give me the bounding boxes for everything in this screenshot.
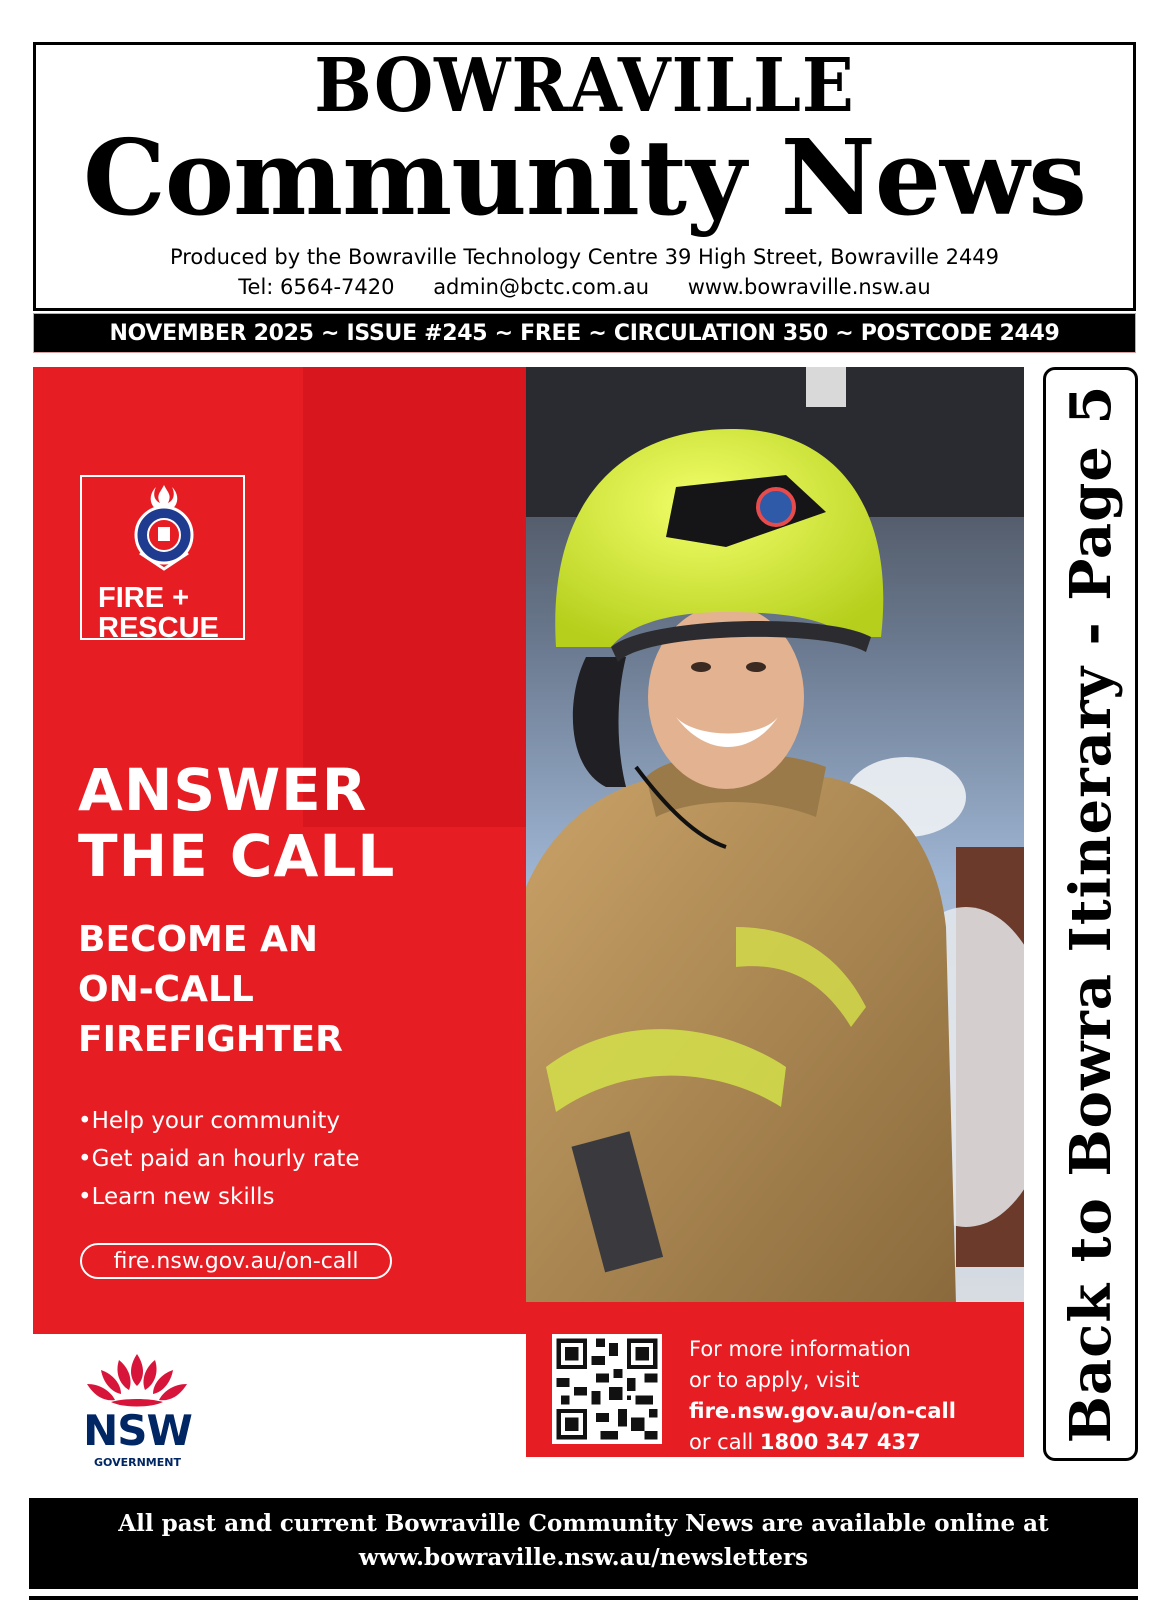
list-item: •Get paid an hourly rate xyxy=(78,1146,360,1172)
footer-newsletters-link[interactable]: www.bowraville.nsw.au/newsletters xyxy=(358,1544,809,1571)
waratah-icon xyxy=(75,1352,200,1410)
fire-rescue-badge-icon xyxy=(132,483,196,571)
producer-line: Produced by the Bowraville Technology Centre 39 High Street, Bowraville 2449 xyxy=(169,245,1000,269)
fire-rescue-advert xyxy=(33,367,526,1334)
more-info-text: For more information or to apply, visit fire.nsw.gov.au/on-call or call 1800 347 437 xyxy=(689,1337,956,1454)
fire-rescue-logo xyxy=(80,475,245,644)
contact-line xyxy=(36,275,1133,299)
nsw-government-logo xyxy=(75,1352,200,1482)
email-link[interactable]: admin@bctc.com.au xyxy=(433,275,650,299)
advert-headline: ANSWER THE CALL xyxy=(78,756,396,890)
masthead-title-bowraville: BOWRAVILLE xyxy=(314,43,855,129)
itinerary-banner-text: Back to Bowra Itinerary - Page 5 xyxy=(1057,384,1124,1444)
fire-rescue-logo-text: FIRE + RESCUE xyxy=(98,582,219,644)
footer-banner xyxy=(29,1498,1138,1589)
advert-url-pill[interactable]: fire.nsw.gov.au/on-call xyxy=(80,1243,392,1279)
tel-text: Tel: 6564-7420 xyxy=(238,275,395,299)
website-link[interactable]: www.bowraville.nsw.au xyxy=(687,275,931,299)
issue-bar: NOVEMBER 2025 ~ ISSUE #245 ~ FREE ~ CIRCULATION 350 ~ POSTCODE 2449 xyxy=(33,313,1136,353)
advert-subhead: BECOME AN ON-CALL FIREFIGHTER xyxy=(78,919,343,1060)
advert-benefits-list xyxy=(78,1102,360,1216)
itinerary-banner xyxy=(1043,367,1138,1461)
info-phone-number[interactable]: 1800 347 437 xyxy=(759,1430,921,1454)
nsw-logo-subtext: GOVERNMENT xyxy=(94,1456,181,1469)
masthead xyxy=(33,42,1136,311)
qr-code-icon[interactable] xyxy=(552,1334,662,1444)
list-item: •Help your community xyxy=(78,1108,341,1134)
firefighter-photo xyxy=(526,367,1024,1304)
more-info-panel xyxy=(526,1302,1024,1457)
list-item: •Learn new skills xyxy=(78,1184,275,1210)
bottom-rule xyxy=(29,1596,1138,1600)
masthead-title-community-news: Community News xyxy=(83,116,1086,239)
footer-line1: All past and current Bowraville Community News are available online at xyxy=(118,1510,1049,1537)
info-url-link[interactable]: fire.nsw.gov.au/on-call xyxy=(689,1399,956,1423)
nsw-logo-text: NSW xyxy=(83,1406,192,1455)
